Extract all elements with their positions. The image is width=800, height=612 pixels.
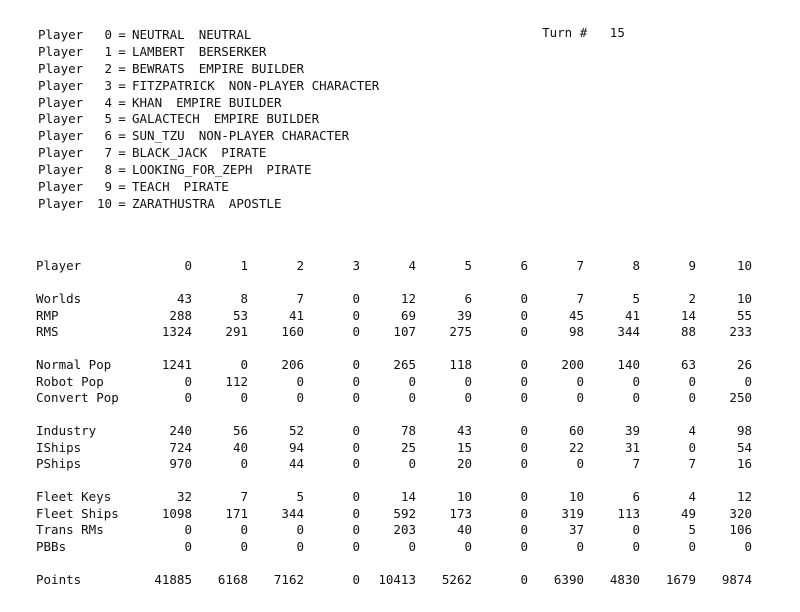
table-cell: 0 [688,373,696,389]
table-cell: 14 [400,489,416,504]
group-spacer [36,341,752,358]
table-cell: 0 [576,390,584,405]
table-cell: 0 [296,390,304,405]
column-header: 5 [464,258,472,273]
table-cell: 0 [184,390,192,405]
table-cell: 7 [240,489,248,504]
player-name: TEACH [132,179,170,195]
table-cell: 0 [520,324,528,339]
table-cell: 592 [393,505,416,521]
table-cell: 0 [296,538,304,554]
table-cell: 291 [225,324,248,339]
table-cell: 0 [520,373,528,389]
equals-sign: = [118,77,126,93]
table-cell: 55 [736,307,752,323]
table-cell: 40 [232,439,248,455]
table-cell: 106 [729,522,752,537]
row-label: RMS [36,324,59,339]
row-label: PBBs [36,538,67,554]
table-row [36,423,752,440]
table-row [36,539,752,556]
player-row [38,128,379,145]
player-label: Player [38,179,84,195]
table-cell: 32 [176,489,192,504]
player-row [38,196,379,213]
table-cell: 0 [520,307,528,323]
table-cell: 0 [352,505,360,521]
table-cell: 1098 [161,505,192,521]
player-name: ZARATHUSTRA [132,195,215,211]
column-header: 6 [520,258,528,273]
group-spacer [36,407,752,424]
table-cell: 0 [352,456,360,471]
row-label: Worlds [36,291,82,306]
player-number: 2 [104,60,112,76]
player-label: Player [38,27,84,42]
table-cell: 2 [688,291,696,306]
table-cell: 7162 [273,571,304,587]
player-label: Player [38,43,84,59]
equals-sign: = [118,94,126,110]
table-cell: 233 [729,324,752,339]
row-label: Points [36,571,82,587]
table-cell: 41885 [154,571,192,587]
table-cell: 118 [449,357,472,372]
table-row [36,324,752,341]
player-row [38,162,379,179]
table-cell: 288 [169,307,192,323]
table-cell: 25 [400,439,416,455]
table-row [36,374,752,391]
table-cell: 0 [520,489,528,504]
player-number: 0 [104,27,112,42]
header-label: Player [36,258,82,273]
table-cell: 0 [352,390,360,405]
group-spacer [36,555,752,572]
player-number: 4 [104,94,112,110]
player-label: Player [38,195,84,211]
equals-sign: = [118,111,126,127]
table-cell: 203 [393,522,416,537]
player-row [38,44,379,61]
table-row [36,489,752,506]
table-cell: 0 [520,538,528,554]
table-cell: 265 [393,357,416,372]
table-cell: 0 [688,538,696,554]
table-cell: 0 [184,522,192,537]
player-role: PIRATE [221,145,267,161]
table-cell: 5262 [441,571,472,587]
player-role: NON-PLAYER CHARACTER [228,77,380,93]
table-cell: 113 [617,505,640,521]
table-cell: 0 [576,456,584,471]
table-cell: 0 [632,522,640,537]
table-row [36,506,752,523]
table-cell: 0 [408,456,416,471]
column-header: 7 [576,258,584,273]
turn-label: Turn # [542,25,588,40]
table-cell: 7 [688,456,696,471]
player-name: BLACK_JACK [132,145,208,161]
player-number: 10 [96,195,112,211]
table-cell: 5 [688,522,696,537]
table-cell: 112 [225,373,248,389]
table-cell: 171 [225,505,248,521]
table-cell: 0 [408,538,416,554]
column-header: 10 [736,258,752,273]
table-cell: 10 [456,489,472,504]
table-cell: 0 [240,390,248,405]
player-label: Player [38,162,84,178]
player-row [38,61,379,78]
player-role: EMPIRE BUILDER [213,111,320,127]
table-cell: 5 [632,291,640,306]
table-cell: 6 [632,489,640,504]
player-name: BEWRATS [132,60,185,76]
row-label: Fleet Keys [36,489,112,504]
table-cell: 0 [352,291,360,306]
table-cell: 0 [576,538,584,554]
table-cell: 63 [680,357,696,372]
table-cell: 0 [520,357,528,372]
row-label: Normal Pop [36,357,112,372]
row-label: IShips [36,439,82,455]
table-cell: 88 [680,324,696,339]
player-label: Player [38,128,84,144]
player-number: 7 [104,145,112,161]
player-name: GALACTECH [132,111,200,127]
table-cell: 60 [568,423,584,438]
table-cell: 0 [352,373,360,389]
table-cell: 41 [288,307,304,323]
table-cell: 0 [632,538,640,554]
table-row [36,291,752,308]
table-cell: 14 [680,307,696,323]
table-cell: 78 [400,423,416,438]
player-name: SUN_TZU [132,128,185,144]
table-row [36,456,752,473]
table-cell: 49 [680,505,696,521]
player-row [38,95,379,112]
table-cell: 98 [568,324,584,339]
table-cell: 37 [568,522,584,537]
table-cell: 0 [296,373,304,389]
equals-sign: = [118,195,126,211]
table-cell: 0 [520,505,528,521]
table-cell: 98 [736,423,752,438]
table-cell: 0 [520,423,528,438]
table-cell: 724 [169,439,192,455]
player-name: FITZPATRICK [132,77,215,93]
table-cell: 0 [520,571,528,587]
player-number: 3 [104,77,112,93]
player-role: PIRATE [183,179,229,195]
table-cell: 0 [240,456,248,471]
column-header: 9 [688,258,696,273]
table-cell: 40 [456,522,472,537]
table-cell: 0 [576,373,584,389]
table-cell: 0 [352,307,360,323]
row-label: RMP [36,307,59,323]
table-cell: 10 [568,489,584,504]
table-cell: 4830 [609,571,640,587]
table-cell: 5 [296,489,304,504]
table-cell: 20 [456,456,472,471]
table-cell: 0 [520,291,528,306]
player-role: EMPIRE BUILDER [176,94,282,110]
table-cell: 0 [520,439,528,455]
table-cell: 275 [449,324,472,339]
player-label: Player [38,77,84,93]
row-label: Industry [36,423,97,438]
player-row [38,27,379,44]
row-label: Fleet Ships [36,505,119,521]
table-cell: 94 [288,439,304,455]
table-cell: 52 [288,423,304,438]
player-label: Player [38,145,84,161]
table-cell: 250 [729,390,752,405]
player-name: LOOKING_FOR_ZEPH [132,162,253,178]
player-role: EMPIRE BUILDER [198,60,305,76]
row-label: Trans RMs [36,522,104,537]
table-cell: 173 [449,505,472,521]
table-cell: 8 [240,291,248,306]
table-cell: 0 [240,538,248,554]
table-cell: 4 [688,423,696,438]
table-cell: 0 [184,373,192,389]
table-cell: 4 [688,489,696,504]
table-cell: 41 [624,307,640,323]
table-cell: 0 [352,571,360,587]
table-cell: 0 [688,439,696,455]
player-row [38,111,379,128]
table-cell: 39 [456,307,472,323]
table-cell: 12 [736,489,752,504]
player-number: 1 [104,43,112,59]
table-cell: 0 [352,439,360,455]
player-label: Player [38,111,84,127]
table-row [36,390,752,407]
table-cell: 0 [520,522,528,537]
table-cell: 344 [281,505,304,521]
table-cell: 0 [184,538,192,554]
column-header: 8 [632,258,640,273]
table-cell: 0 [352,357,360,372]
stats-table [36,258,752,588]
column-header: 2 [296,258,304,273]
table-cell: 9874 [721,571,752,587]
table-cell: 7 [632,456,640,471]
table-cell: 107 [393,324,416,339]
table-cell: 45 [568,307,584,323]
player-name: KHAN [132,94,163,110]
player-list [38,27,379,213]
table-cell: 320 [729,505,752,521]
turn-indicator [527,10,625,40]
table-cell: 1679 [665,571,696,587]
player-number: 5 [104,111,112,127]
table-cell: 0 [240,357,248,372]
column-header: 0 [184,258,192,273]
table-cell: 344 [617,324,640,339]
column-header: 3 [352,258,360,273]
table-cell: 69 [400,307,416,323]
table-row [36,522,752,539]
table-cell: 319 [561,505,584,521]
table-cell: 54 [736,439,752,455]
table-cell: 6390 [553,571,584,587]
player-number: 9 [104,179,112,195]
equals-sign: = [118,179,126,195]
equals-sign: = [118,162,126,178]
group-spacer [36,275,752,292]
player-row [38,179,379,196]
table-cell: 15 [456,439,472,455]
player-role: APOSTLE [228,195,282,211]
table-cell: 6 [464,291,472,306]
table-cell: 970 [169,456,192,471]
player-number: 8 [104,162,112,178]
row-label: Convert Pop [36,390,119,405]
table-cell: 0 [688,390,696,405]
table-cell: 0 [408,373,416,389]
table-cell: 1241 [161,357,192,372]
group-spacer [36,473,752,490]
table-cell: 160 [281,324,304,339]
table-cell: 0 [744,373,752,389]
table-cell: 16 [736,456,752,471]
equals-sign: = [118,27,126,42]
player-row [38,78,379,95]
table-cell: 0 [520,390,528,405]
table-cell: 0 [352,423,360,438]
equals-sign: = [118,128,126,144]
table-cell: 39 [624,423,640,438]
table-cell: 206 [281,357,304,372]
table-cell: 0 [520,456,528,471]
table-cell: 31 [624,439,640,455]
player-name: LAMBERT [132,43,185,59]
table-cell: 43 [456,423,472,438]
table-cell: 1324 [161,324,192,339]
table-cell: 10 [736,291,752,306]
player-label: Player [38,60,84,76]
player-role: PIRATE [266,162,312,178]
table-row [36,357,752,374]
row-label: PShips [36,456,82,471]
row-label: Robot Pop [36,373,104,389]
table-cell: 12 [400,291,416,306]
table-cell: 0 [464,373,472,389]
table-row [36,440,752,457]
table-cell: 0 [240,522,248,537]
table-cell: 0 [632,390,640,405]
player-name: NEUTRAL [132,27,185,42]
table-row [36,572,752,589]
table-cell: 53 [232,307,248,323]
table-cell: 43 [176,291,192,306]
table-cell: 7 [576,291,584,306]
table-cell: 56 [232,423,248,438]
table-cell: 0 [352,522,360,537]
column-header: 4 [408,258,416,273]
equals-sign: = [118,60,126,76]
table-cell: 0 [464,390,472,405]
player-role: BERSERKER [198,43,267,59]
equals-sign: = [118,43,126,59]
player-row [38,145,379,162]
equals-sign: = [118,145,126,161]
table-cell: 26 [736,357,752,372]
table-row [36,308,752,325]
column-header: 1 [240,258,248,273]
table-cell: 44 [288,456,304,471]
table-cell: 140 [617,357,640,372]
table-cell: 7 [296,291,304,306]
player-number: 6 [104,128,112,144]
table-cell: 0 [464,538,472,554]
table-cell: 0 [408,390,416,405]
player-label: Player [38,94,84,110]
table-header-row [36,258,752,275]
player-role: NEUTRAL [198,27,252,42]
table-cell: 10413 [378,571,416,587]
table-cell: 0 [744,538,752,554]
table-cell: 200 [561,357,584,372]
table-cell: 0 [352,538,360,554]
table-cell: 22 [568,439,584,455]
table-cell: 240 [169,423,192,438]
table-cell: 0 [352,324,360,339]
table-cell: 0 [352,489,360,504]
player-role: NON-PLAYER CHARACTER [198,128,350,144]
table-cell: 6168 [217,571,248,587]
table-cell: 0 [632,373,640,389]
turn-value: 15 [609,25,625,40]
table-cell: 0 [296,522,304,537]
